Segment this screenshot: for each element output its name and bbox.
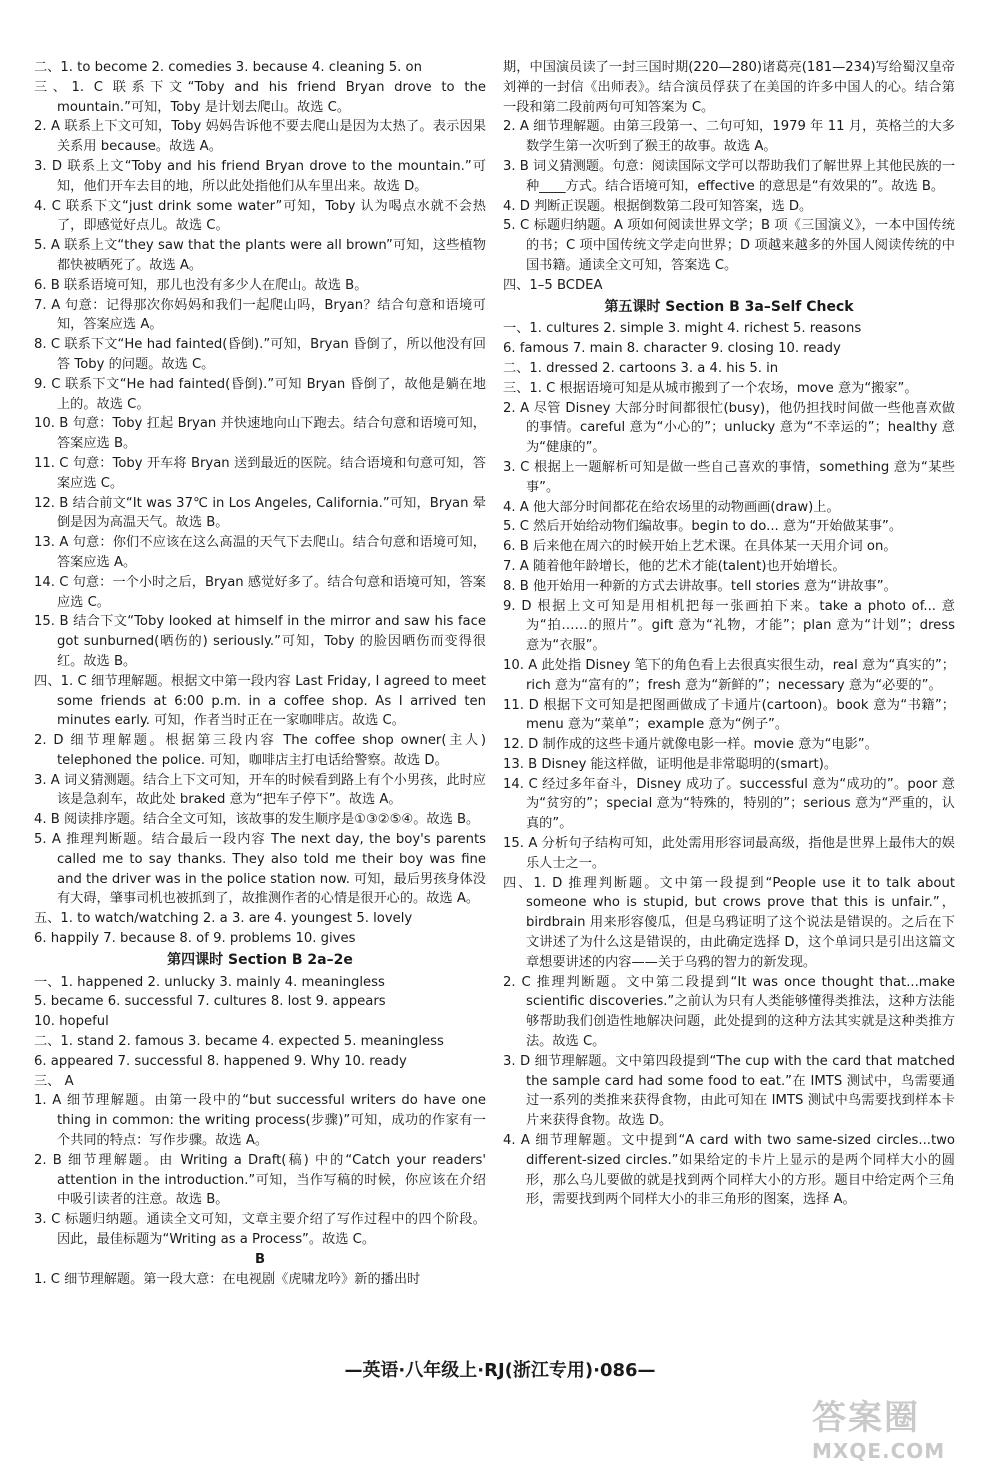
answer-line: 15. B 结合下文“Toby looked at himself in the mirror and saw his face got sunburned(晒伤的) seriously.”可知，Toby 的脸因晒伤而变得很红。故选 B。 xyxy=(34,614,486,669)
answer-line: 13. A 句意：你们不应该在这么高温的天气下去爬山。结合句意和语境可知，答案应选 A。 xyxy=(34,535,486,570)
answer-line: 一、1. happened 2. unlucky 3. mainly 4. meaningless xyxy=(34,974,385,990)
answer-line: 6. appeared 7. successful 8. happened 9. Why 10. ready xyxy=(34,1053,407,1069)
answer-line: 8. C 联系下文“He had fainted(昏倒).”可知，Bryan 昏倒了，所以他没有回答 Toby 的问题。故选 C。 xyxy=(34,337,486,372)
answer-line: 3. A 词义猜测题。结合上下文可知，开车的时候看到路上有个小男孩，此时应该是急刹车，故此处 braked 意为“把车子停下”。故选 A。 xyxy=(34,772,486,808)
answer-line: 4. C 联系下文“just drink some water”可知，Toby 认为喝点水就不会热了，即感觉好点儿。故选 C。 xyxy=(34,198,486,234)
watermark-text: 答案圈 xyxy=(812,1398,920,1438)
answer-line: 3. C 标题归纳题。通读全文可知，文章主要介绍了写作过程中的四个阶段。因此，最佳标题为“Writing as a Process”。故选 C。 xyxy=(34,1212,486,1248)
answer-line: 4. B 阅读排序题。结合全文可知，该故事的发生顺序是①③②⑤④。故选 B。 xyxy=(34,812,480,828)
answer-line: 5. C 然后开始给动物们编故事。begin to do... 意为“开始做某事”。 xyxy=(503,519,903,535)
watermark-logo xyxy=(812,1390,982,1463)
answer-line: 3. D 细节理解题。文中第四段提到“The cup with the card that matched the sample card had some food to eat.”在 IMTS 测试中，鸟需要通过一系列的类推来获得食物，由此可知在 IMTS 测试中鸟需要找到样本卡片来获得食物。故选 D。 xyxy=(503,1053,955,1129)
answer-line: 5. C 标题归纳题。A 项如何阅读世界文学；B 项《三国演义》，一本中国传统的书；C 项中国传统文学走向世界；D 项越来越多的外国人阅读传统的中国书籍。通读全文可知，答案选 C。 xyxy=(503,218,955,273)
answer-line: 二、1. stand 2. famous 3. became 4. expected 5. meaningless xyxy=(34,1034,444,1050)
answer-line: 9. D 根据上文可知是用相机把每一张画拍下来。take a photo of... 意为“拍……的照片”。gift 意为“礼物，才能”；plan 意为“计划”；dress 意为“衣服”。 xyxy=(503,598,955,654)
answer-line: 9. C 联系下文“He had fainted(昏倒).”可知 Bryan 昏倒了，故他是躺在地上的。故选 C。 xyxy=(34,376,486,412)
answer-line: 5. A 联系上文“they saw that the plants were all brown”可知，这些植物都快被晒死了。故选 A。 xyxy=(34,238,486,273)
watermark-url: MXQE.COM xyxy=(812,1439,946,1463)
answer-line: 三、1. C 联系下文“Toby and his friend Bryan drove to the mountain.”可知，Toby 是计划去爬山。故选 C。 xyxy=(34,79,486,115)
answer-line: 12. D 制作成的这些卡通片就像电影一样。movie 意为“电影”。 xyxy=(503,737,878,753)
answer-line: 4. D 判断正误题。根据倒数第二段可知答案，选 D。 xyxy=(503,198,813,214)
answer-line: 7. A 随着他年龄增长，他的艺术才能(talent)也开始增长。 xyxy=(503,558,846,574)
answer-line: 3. C 根据上一题解析可知是做一些自己喜欢的事情，something 意为“某些事”。 xyxy=(503,459,955,495)
answer-line: 11. D 根据下文可知是把图画做成了卡通片(cartoon)。book 意为“书籍”；menu 意为“菜单”；example 意为“例子”。 xyxy=(503,697,955,733)
answer-line: 2. C 推理判断题。文中第二段提到“It was once thought that...make scientific discoveries.”之前认为只有人类能够懂得类推法，这种方法能够帮助我们创造性地解决问题，此处提到的这种方法其实就是这种类推方法。故选 C。 xyxy=(503,974,955,1050)
answer-line: 14. C 经过多年奋斗，Disney 成功了。successful 意为“成功的”。poor 意为“贫穷的”；special 意为“特殊的，特别的”；serious 意为“严重的，认真的”。 xyxy=(503,776,955,832)
answer-line: 14. C 句意：一个小时之后，Bryan 感觉好多了。结合句意和语境可知，答案应选 C。 xyxy=(34,574,486,610)
answer-line: 三、1. C 根据语境可知是从城市搬到了一个农场，move 意为“搬家”。 xyxy=(503,380,918,396)
answer-line: 10. B 句意：Toby 扛起 Bryan 并快速地向山下跑去。结合句意和语境可知，答案应选 B。 xyxy=(34,416,486,452)
answer-line: 6. happily 7. because 8. of 9. problems 10. gives xyxy=(34,931,356,947)
answer-line: 四、1. D 推理判断题。文中第一段提到“People use it to talk about someone who is stupid, but crows prove that this is unfair.”，birdbrain 用来形容傻瓜，但是乌鸦证明了这个说法是错误的。之后在下文讲述了为什么这是错误的，由此确定选择 D，这个单词只是引出这篇文章想要讲述的内容——关于乌鸦的智力的新发现。 xyxy=(503,875,955,970)
answer-line: 4. A 他大部分时间都花在给农场里的动物画画(draw)上。 xyxy=(503,499,840,515)
section-heading: 第四课时 Section B 2a–2e xyxy=(167,951,353,968)
answer-line: 1. C 细节理解题。第一段大意：在电视剧《虎啸龙吟》新的播出时 xyxy=(34,1271,421,1287)
page-footer: —英语·八年级上·RJ(浙江专用)·086— xyxy=(344,1360,656,1381)
answer-line: 10. A 此处指 Disney 笔下的角色看上去很真实很生动，real 意为“真实的”；rich 意为“富有的”；fresh 意为“新鲜的”；necessary 意为“必要的”。 xyxy=(503,657,955,693)
answer-line: 13. B Disney 能这样做，证明他是非常聪明的(smart)。 xyxy=(503,756,838,772)
answer-line: 8. B 他开始用一种新的方式去讲故事。tell stories 意为“讲故事”。 xyxy=(503,578,897,594)
answer-line: 6. B 后来他在周六的时候开始上艺术课。在具体某一天用介词 on。 xyxy=(503,539,897,555)
answer-line: 5. A 推理判断题。结合最后一段内容 The next day, the boy's parents called me to say thanks. They also told me their boy was fine and the driver was in the police station now. 可知，最后男孩身体没有大碍，肇事司机也被抓到了，故推测作者的心情是很开心的。故选 A。 xyxy=(34,832,486,907)
answer-line: 二、1. dressed 2. cartoons 3. a 4. his 5. in xyxy=(503,360,779,376)
answer-line: 6. famous 7. main 8. character 9. closing 10. ready xyxy=(503,341,841,357)
right-column xyxy=(503,58,955,1210)
answer-line: 一、1. cultures 2. simple 3. might 4. richest 5. reasons xyxy=(503,321,862,337)
left-column xyxy=(34,58,486,1289)
answer-line: 2. A 尽管 Disney 大部分时间都很忙(busy)，他仍担找时间做一些他喜欢做的事情。careful 意为“小心的”；unlucky 意为“不幸运的”；healthy 意为“健康的”。 xyxy=(503,400,955,456)
answer-line: 3. D 联系上文“Toby and his friend Bryan drove to the mountain.”可知，他们开车去目的地，所以此处指他们从车里出来。故选 D。 xyxy=(34,158,486,194)
answer-line: 5. became 6. successful 7. cultures 8. lost 9. appears xyxy=(34,994,386,1010)
answer-line: 15. A 分析句子结构可知，此处需用形容词最高级，指他是世界上最伟大的娱乐人士之一。 xyxy=(503,836,955,871)
section-heading: 第五课时 Section B 3a–Self Check xyxy=(604,298,854,315)
answer-line: 2. A 联系上下文可知，Toby 妈妈告诉他不要去爬山是因为太热了。表示因果关系用 because。故选 A。 xyxy=(34,119,486,155)
answer-line: 四、1. C 细节理解题。根据文中第一段内容 Last Friday, I agreed to meet some friends at 6:00 p.m. in a coffee shop. As I arrived ten minutes early. 可知，作者当时正在一家咖啡店。故选 C。 xyxy=(34,673,486,729)
answer-line: 三、 A xyxy=(34,1073,74,1089)
answer-line: 2. A 细节理解题。由第三段第一、二句可知，1979 年 11 月，英格兰的大多数学生第一次听到了猴王的故事。故选 A。 xyxy=(503,119,955,155)
answer-line: 11. C 句意：Toby 开车将 Bryan 送到最近的医院。结合语境和句意可知，答案应选 C。 xyxy=(34,455,486,491)
answer-line: 2. B 细节理解题。由 Writing a Draft(稿) 中的“Catch your readers' attention in the introduction.”可知，当作写稿的时候，你应该在介绍中吸引读者的注意。故选 B。 xyxy=(34,1152,486,1208)
answer-line: 期，中国演员读了一封三国时期(220—280)诸葛亮(181—234)写给蜀汉皇帝刘禅的一封信《出师表》。结合演员俘获了在美国的许多中国人的心。结合第一段和第二段前两句可知答案为 C。 xyxy=(503,60,955,115)
answer-line: 二、1. to become 2. comedies 3. because 4. cleaning 5. on xyxy=(34,60,422,75)
answer-line: 四、1–5 BCDEA xyxy=(503,277,603,293)
answer-line: 6. B 联系语境可知，那儿也没有多少人在爬山。故选 B。 xyxy=(34,277,368,293)
answer-line: 3. B 词义猜测题。句意：阅读国际文学可以帮助我们了解世界上其他民族的一种____方式。结合语境可知，effective 的意思是“有效果的”。故选 B。 xyxy=(503,158,956,194)
answer-line: 1. A 细节理解题。由第一段中的“but successful writers do have one thing in common: the writing process(步骤)”可知，成功的作家有一个共同的特点：写作步骤。故选 A。 xyxy=(34,1093,486,1149)
answer-line: 12. B 结合前文“It was 37℃ in Los Angeles, California.”可知，Bryan 晕倒是因为高温天气。故选 B。 xyxy=(34,495,486,531)
answer-line: 10. hopeful xyxy=(34,1014,109,1030)
answer-line: 4. A 细节理解题。文中提到“A card with two same-sized circles...two different-sized circles.”如果给定的卡片上显示的是两个同样大小的圆形，那么乌儿要做的就是找到两个同样大小的方形。题目中给定两个三角形，需要找到两个同样大小的非三角形的图案，选择 A。 xyxy=(503,1133,955,1208)
answer-line: 7. A 句意：记得那次你妈妈和我们一起爬山吗，Bryan？结合句意和语境可知，答案应选 A。 xyxy=(34,297,486,333)
answer-line: 五、1. to watch/watching 2. a 3. are 4. youngest 5. lovely xyxy=(34,911,413,927)
answer-line: 2. D 细节理解题。根据第三段内容 The coffee shop owner(主人) telephoned the police. 可知，咖啡店主打电话给警察。故选 D。 xyxy=(34,733,486,768)
answer-line: B xyxy=(254,1251,266,1267)
